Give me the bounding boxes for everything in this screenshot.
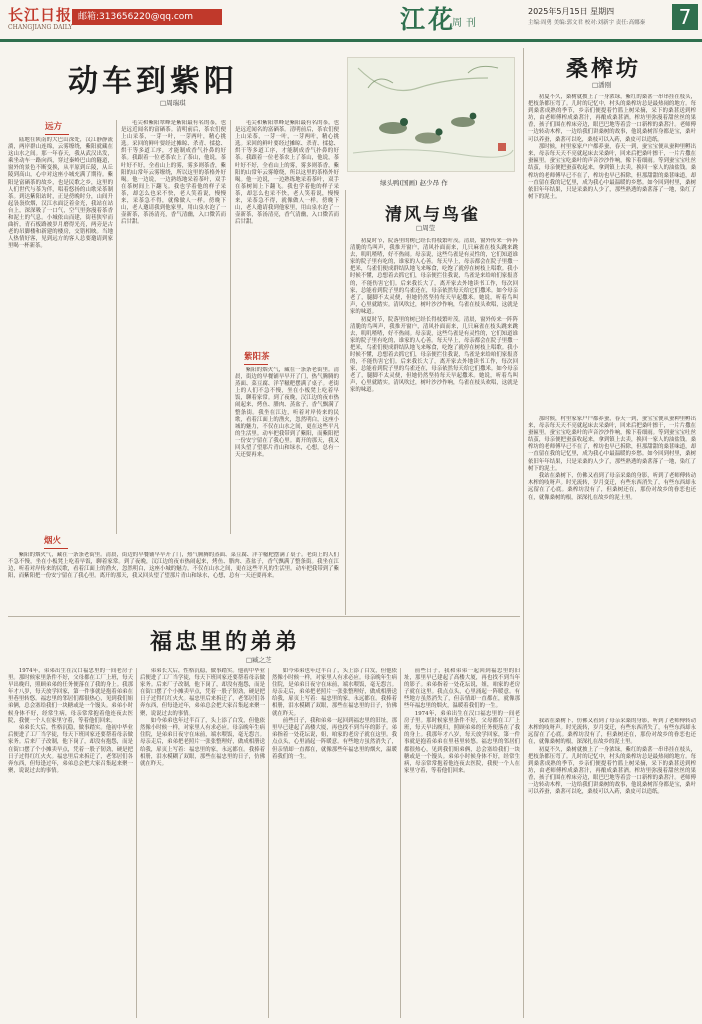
article-brother-col1: 1974年，弟弟出生在汉口福忠里的一间老房子里。那时候家里条件不好，父母都在工厂上班，每天早出晚归，照顾弟弟的任务便落在了我的身上。我那年才八岁，每天放学回家，第一件事就是抱着弟弟在里巷里转悠。福忠里的邻居们都很热心，见到我们姐弟俩，总会塞给我们一块糖或是一个馒头。弟弟小时候身体不好，经常生病，母亲常常抱着他连夜去医院，我便一个人在家里守着，等着他们回来。 弟弟长大后，性格沉稳，做事踏实。他初中毕业后便进了工厂当学徒，每天下班回家还要帮着母亲做家务。后来厂子改制，他下岗了，却没有抱怨，而是在街口摆了个小摊卖早点，凭着一股子韧劲，硬是把日子过得红红火火。福忠里后来拆迁了，老邻居们各奔东西，但每逢过年，弟弟总会把大家召集起来聚一聚，说说过去的事情。: [8, 668, 133, 774]
article-ziyang-col3b: 紫阳的烟火气，藏在一条条老街里。清晨，街边的早餐铺早早开了门，热气腾腾的蒸面、菜豆腐、洋芋糍粑摆满了桌子。老街上的人们不急不慢，坐在小板凳上吃着早饭，聊着家常。到了夜晚，汉江边的夜市热闹起来，烤鱼、腊肉、蒸盆子，香气飘满了整条街。我坐在江边，听着对岸传来的民歌，看着江面上的渔火，忽然明白，这座小城的魅力，不仅在山水之间，更在这些平凡的生活里。动车把我带到了紫阳，而紫阳把一份安宁留在了我心里。离开的那天，我又回头望了望那片青山和绿水，心想，总有一天还要再来。: [235, 367, 339, 459]
page-number: 7: [672, 4, 698, 30]
article-sangzi-title: 桑榨坊: [566, 56, 642, 82]
column-divider: [523, 48, 524, 1018]
section-divider: [8, 616, 520, 617]
article-brother-col4: 前些日子，我和弟弟一起回到福忠里的旧址，那里早已建起了高楼大厦，再也找不到当年的影子。弟弟指着一处花坛说，姐，咱家的老房子就在这里。我点点头，心里涌起一阵暖意。有些地方虽然消失了，但亲情却一直都在，就像那些年福忠里的烟火，温暖着我们的一生。 1974年，弟弟出生在汉口福忠里的一间老房子里。那时候家里条件不好，父母都在工厂上班，每天早出晚归，照顾弟弟的任务便落在了我的身上。我那年才八岁，每天放学回家，第一件事就是抱着弟弟在里巷里转悠。福忠里的邻居们都很热心，见到我们姐弟俩，总会塞给我们一块糖或是一个馒头。弟弟小时候身体不好，经常生病，母亲常常抱着他连夜去医院，我便一个人在家里守着，等着他们回来。: [404, 668, 520, 774]
article-bird-author: □周莹: [416, 224, 436, 232]
article-ziyang-heading-1: 远方: [45, 120, 69, 135]
article-ziyang-heading-2: 紫阳茶: [244, 350, 270, 365]
column-divider: [345, 190, 346, 615]
article-ziyang-col2: 毛尖和紫阳翠峰是紫阳最有名的茶，也是远近闻名的富硒茶。清明前后，茶农们便上山采茶，一芽一叶，一芽两叶，精心挑选。采回的鲜叶要经过摊晾、杀青、揉捻、烘干等多道工序，才能制成香气扑鼻的好茶。我跟着一位老茶农上了茶山，他说，茶叶好不好，全看山上的雾，雾多则茶香，紫阳的山常年云雾缭绕，所以这里的茶格外好喝。他一边说，一边熟练地采着茶叶，双手在茶树间上下翻飞。我也学着他的样子采茶，却怎么也采不快，老人笑着说，慢慢来，采茶急不得，就像做人一样。傍晚下山，老人邀请我到他家里，用山泉水泡了一壶新茶，茶汤清亮，香气清幽，入口微苦而后甘甜。: [121, 120, 226, 226]
column-divider: [116, 120, 117, 534]
section-sub: 周刊: [452, 18, 480, 29]
article-brother-title: 福忠里的弟弟: [150, 629, 301, 655]
article-brother-col3: 如今弟弟也年过半百了，头上添了白发，但他依然像小时候一样，对家里人有求必应。母亲晚年生病住院，是弟弟日夜守在床前，端水喂饭，毫无怨言。母亲走后，弟弟把老照片一张张整理好，做成相册送给我，扉页上写着：福忠里的家，永远都在。我捧着相册，泪水模糊了双眼，那些在福忠里的日子，仿佛就在昨天。 前些日子，我和弟弟一起回到福忠里的旧址，那里早已建起了高楼大厦，再也找不到当年的影子。弟弟指着一处花坛说，姐，咱家的老房子就在这里。我点点头，心里涌起一阵暖意。有些地方虽然消失了，但亲情却一直都在，就像那些年福忠里的烟火，温暖着我们的一生。: [272, 668, 397, 760]
article-brother-author: □臧之芝: [246, 656, 272, 664]
article-ziyang-author: □周瑞琪: [160, 99, 186, 107]
article-ziyang-col3a: 毛尖和紫阳翠峰是紫阳最有名的茶，也是远近闻名的富硒茶。清明前后，茶农们便上山采茶，一芽一叶，一芽两叶，精心挑选。采回的鲜叶要经过摊晾、杀青、揉捻、烘干等多道工序，才能制成香气扑鼻的好茶。我跟着一位老茶农上了茶山，他说，茶叶好不好，全看山上的雾，雾多则茶香，紫阳的山常年云雾缭绕，所以这里的茶格外好喝。他一边说，一边熟练地采着茶叶，双手在茶树间上下翻飞。我也学着他的样子采茶，却怎么也采不快，老人笑着说，慢慢来，采茶急不得，就像做人一样。傍晚下山，老人邀请我到他家里，用山泉水泡了一壶新茶，茶汤清亮，香气清幽，入口微苦而后甘甜。: [235, 120, 339, 226]
article-sangzi-author: □潘刚: [592, 81, 612, 89]
newspaper-logo-sub: CHANGJIANG DAILY: [8, 24, 73, 31]
newspaper-logo: 长江日报: [8, 6, 73, 24]
article-bird-text: 初夏时节，院落里的树已经长得枝繁叶茂。清晨，窗外传来一阵阵清脆的鸟叫声，我推开窗户，清风扑面而来，几只麻雀在枝头跳来跳去，叽叽喳喳，好不热闹。母亲说，这些鸟雀是有灵性的，它们知道谁家的院子里有吃的，谁家的人心善。每天早上，母亲都会在院子里撒一把米，鸟雀们便成群结队地飞来啄食，吃饱了就停在树枝上唱歌。我小时候不懂，总想着去抓它们，母亲便拦住我说，鸟雀是来给咱们家报喜的，不能伤害它们。后来我长大了，离开家去外地读书工作，每次回家，总能看到院子里的鸟雀还在，母亲依然每天给它们撒米。如今母亲老了，腿脚不太灵便，但她仍然坚持每天早起撒米。她说，听着鸟叫声，心里就踏实。清风吹过，树叶沙沙作响，鸟雀在枝头欢唱，这就是家的味道。 初夏时节，院落里的树已经长得枝繁叶茂。清晨，窗外传来一阵阵清脆的鸟叫声，我推开窗户，清风扑面而来，几只麻雀在枝头跳来跳去，叽叽喳喳，好不热闹。母亲说，这些鸟雀是有灵性的，它们知道谁家的院子里有吃的，谁家的人心善。每天早上，母亲都会在院子里撒一把米，鸟雀们便成群结队地飞来啄食，吃饱了就停在树枝上唱歌。我小时候不懂，总想着去抓它们，母亲便拦住我说，鸟雀是来给咱们家报喜的，不能伤害它们。后来我长大了，离开家去外地读书工作，每次回家，总能看到院子里的鸟雀还在，母亲依然每天给它们撒米。如今母亲老了，腿脚不太灵便，但她仍然坚持每天早起撒米。她说，听着鸟叫声，心里就踏实。清风吹过，树叶沙沙作响，鸟雀在枝头欢唱，这就是家的味道。: [350, 238, 518, 394]
issue-date: 2025年5月15日 星期四: [528, 7, 615, 16]
article-ziyang-title: 动车到紫阳: [68, 64, 238, 99]
painting-caption: 绿头鸭(国画) 赵少昂 作: [380, 179, 448, 187]
article-bird-title: 清风与鸟雀: [385, 205, 480, 225]
article-sangzi-text-2: 那时候，村里家家户户都养蚕，春天一到，蚕宝宝便从蚕种里孵出来，母亲每天天不亮就起床去采桑叶，回来后把桑叶擦干，一片片撒在蚕匾里。蚕宝宝吃桑叶的声音沙沙作响，像下着细雨。等到蚕宝宝吐丝结茧，母亲便把蚕茧收起来，拿到镇上去卖，换回一家人的油盐钱。桑榨坊的老师傅早已不在了，榨坊也早已拆除，但那甜甜的桑葚味道，却一直留在我的记忆里，成为我心中最温暖的乡愁。如今回到村里，桑树依旧年年结果，只是采桑的人少了，那些熟透的桑葚落了一地，染红了树下的泥土。 我站在桑树下，仿佛又看到了母亲采桑的身影，听到了老师傅转动木榨的吱呀声。时光流转，岁月变迁，有些东西消失了，有些东西却永远留在了心底。桑榨坊没有了，但桑树还在，那份对故乡的眷恋也还在，就像桑树的根，深深扎在故乡的泥土里。: [528, 416, 696, 501]
ink-painting-ducks: [347, 57, 515, 172]
section-name: 江花: [400, 5, 457, 34]
article-ziyang-tail: 紫阳的烟火气，藏在一条条老街里。清晨，街边的早餐铺早早开了门，热气腾腾的蒸面、菜豆腐、洋芋糍粑摆满了桌子。老街上的人们不急不慢，坐在小板凳上吃着早饭，聊着家常。到了夜晚，汉江边的夜市热闹起来，烤鱼、腊肉、蒸盆子，香气飘满了整条街。我坐在江边，听着对岸传来的民歌，看着江面上的渔火，忽然明白，这座小城的魅力，不仅在山水之间，更在这些平凡的生活里。动车把我带到了紫阳，而紫阳把一份安宁留在了我心里。离开的那天，我又回头望了望那片青山和绿水，心想，总有一天还要再来。: [8, 552, 339, 580]
article-brother-col2: 弟弟长大后，性格沉稳，做事踏实。他初中毕业后便进了工厂当学徒，每天下班回家还要帮着母亲做家务。后来厂子改制，他下岗了，却没有抱怨，而是在街口摆了个小摊卖早点，凭着一股子韧劲，硬是把日子过得红红火火。福忠里后来拆迁了，老邻居们各奔东西，但每逢过年，弟弟总会把大家召集起来聚一聚，说说过去的事情。 如今弟弟也年过半百了，头上添了白发，但他依然像小时候一样，对家里人有求必应。母亲晚年生病住院，是弟弟日夜守在床前，端水喂饭，毫无怨言。母亲走后，弟弟把老照片一张张整理好，做成相册送给我，扉页上写着：福忠里的家，永远都在。我捧着相册，泪水模糊了双眼，那些在福忠里的日子，仿佛就在昨天。: [140, 668, 265, 767]
column-divider: [268, 668, 269, 1018]
masthead: [0, 0, 702, 42]
article-ziyang-col1: 陆地在陕南的大巴山深处，汉江静静流淌，两岸群山连绵，云雾缭绕，紫阳就藏在这山水之间。那一年春天，我从武汉出发，乘坐动车一路向西，穿过秦岭巴山的隧道，窗外的景色不断变换，从平原到丘陵，从丘陵到高山，心中对这座小城充满了期待。紫阳是富硒茶的故乡，也是民歌之乡，这里的人们世代与茶为伴，唱着悠扬的山歌采茶制茶。到达紫阳站时，正是傍晚时分，山间升起袅袅炊烟，汉江水面泛着金光，我站在站台上，深深吸了一口气，空气里弥漫着茶香和泥土的气息。小城依山而建，街巷狭窄而曲折，青石板路被岁月磨得光亮，两旁是古老的吊脚楼和新建的楼房，交错相映。当地人热情好客，见到远方的客人总要邀请到家里喝一杯新茶。: [8, 137, 113, 250]
article-ziyang-heading-3: 烟火: [44, 534, 68, 549]
column-divider: [400, 668, 401, 1018]
email-banner: 邮箱:313656220@qq.com: [72, 9, 222, 25]
editorial-staff: 主编:周勇 美编:郭文君 校对:刘新宇 责任:高娜秦: [528, 20, 646, 26]
column-divider: [136, 668, 137, 1018]
article-sangzi-text-3: 我站在桑树下，仿佛又看到了母亲采桑的身影，听到了老师傅转动木榨的吱呀声。时光流转，岁月变迁，有些东西消失了，有些东西却永远留在了心底。桑榨坊没有了，但桑树还在，那份对故乡的眷恋也还在，就像桑树的根，深深扎在故乡的泥土里。 初夏不久，桑树就披上了一身浓绿，紫红的桑葚一串串挂在枝头，把枝条都压弯了。儿时的记忆中，村头的桑榨坊总是最热闹的地方。每到桑葚成熟的季节，乡亲们便提着竹篮上树采摘，采下的桑葚送到榨坊，由老师傅榨成桑葚汁，再酿成桑葚酒。榨坊里弥漫着甜丝丝的果香，孩子们围在榨床旁边，眼巴巴地等着尝一口新榨的桑葚汁。老师傅一边转动木榨，一边给我们讲桑树的故事，他说桑树浑身都是宝，桑叶可以养蚕，桑葚可以吃，桑枝可以入药，桑皮可以造纸。: [528, 718, 696, 796]
column-divider: [230, 120, 231, 534]
article-sangzi-text-1: 初夏不久，桑树就披上了一身浓绿，紫红的桑葚一串串挂在枝头，把枝条都压弯了。儿时的记忆中，村头的桑榨坊总是最热闹的地方。每到桑葚成熟的季节，乡亲们便提着竹篮上树采摘，采下的桑葚送到榨坊，由老师傅榨成桑葚汁，再酿成桑葚酒。榨坊里弥漫着甜丝丝的果香，孩子们围在榨床旁边，眼巴巴地等着尝一口新榨的桑葚汁。老师傅一边转动木榨，一边给我们讲桑树的故事，他说桑树浑身都是宝，桑叶可以养蚕，桑葚可以吃，桑枝可以入药，桑皮可以造纸。 那时候，村里家家户户都养蚕，春天一到，蚕宝宝便从蚕种里孵出来，母亲每天天不亮就起床去采桑叶，回来后把桑叶擦干，一片片撒在蚕匾里。蚕宝宝吃桑叶的声音沙沙作响，像下着细雨。等到蚕宝宝吐丝结茧，母亲便把蚕茧收起来，拿到镇上去卖，换回一家人的油盐钱。桑榨坊的老师傅早已不在了，榨坊也早已拆除，但那甜甜的桑葚味道，却一直留在我的记忆里，成为我心中最温暖的乡愁。如今回到村里，桑树依旧年年结果，只是采桑的人少了，那些熟透的桑葚落了一地，染红了树下的泥土。: [528, 94, 696, 200]
